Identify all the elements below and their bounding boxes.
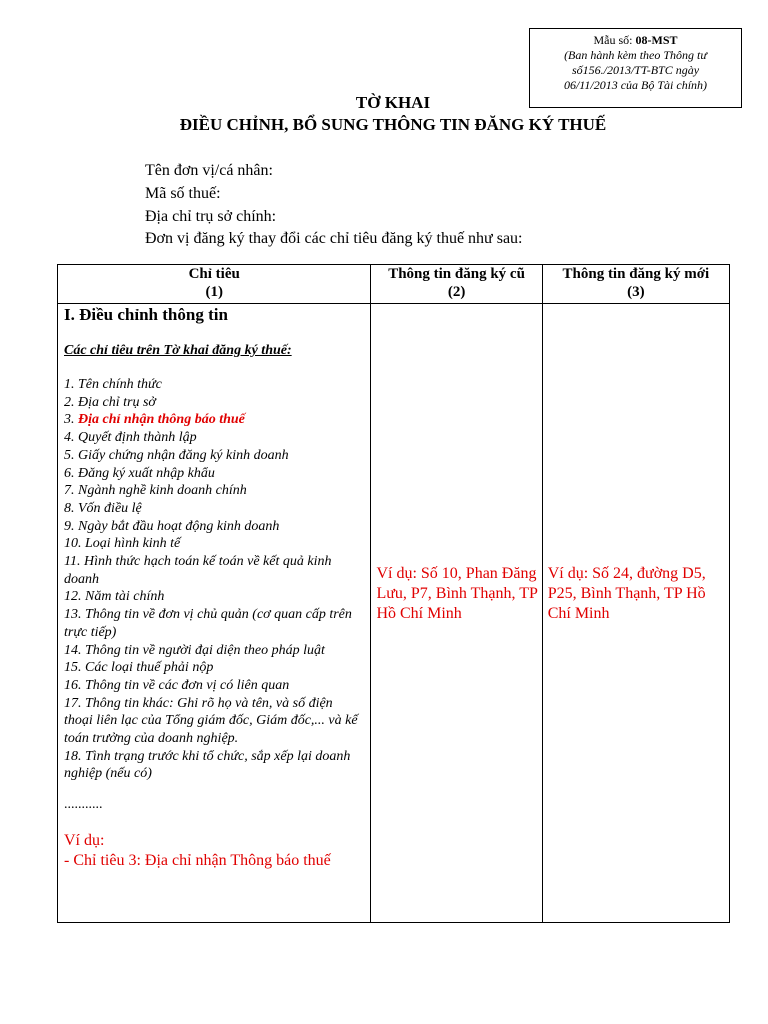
page-subtitle: ĐIỀU CHỈNH, BỔ SUNG THÔNG TIN ĐĂNG KÝ THUẾ — [179, 115, 607, 134]
table-header-row — [58, 265, 730, 304]
list-item: 18. Tình trạng trước khi tổ chức, sắp xếp lại doanh nghiệp (nếu có) — [64, 748, 351, 782]
old-info-cell — [371, 304, 542, 923]
header-num: (2) — [447, 284, 466, 300]
form-issuance-line: (Ban hành kèm theo Thông tư — [564, 48, 707, 62]
list-item: 15. Các loại thuế phải nộp — [64, 660, 214, 676]
header-label: Chỉ tiêu — [188, 266, 240, 282]
page-title: TỜ KHAI — [355, 93, 431, 112]
registration-table — [57, 264, 730, 923]
list-item: 14. Thông tin về người đại diện theo pháp luật — [64, 642, 325, 658]
list-item: 16. Thông tin về các đơn vị có liên quan — [64, 677, 290, 693]
header-new-info — [542, 265, 729, 304]
header-label: Thông tin đăng ký mới — [562, 266, 710, 282]
example-label: Ví dụ: — [64, 832, 105, 850]
subsection-title: Các chỉ tiêu trên Tờ khai đăng ký thuế: — [64, 343, 292, 358]
old-info-value: Ví dụ: Số 10, Phan Đăng Lưu, P7, Bình Thạnh, TP Hồ Chí Minh — [376, 565, 538, 622]
list-item: 10. Loại hình kinh tế — [64, 536, 181, 552]
criteria-list — [64, 376, 364, 783]
list-item-highlight — [64, 411, 364, 429]
criteria-cell — [58, 304, 371, 923]
list-item: 12. Năm tài chính — [64, 589, 165, 605]
highlight-text: Địa chỉ nhận thông báo thuế — [78, 412, 245, 428]
list-item: 5. Giấy chứng nhận đăng ký kinh doanh — [64, 447, 289, 463]
new-info-value: Ví dụ: Số 24, đường D5, P25, Bình Thạnh, TP Hồ Chí Minh — [547, 565, 706, 622]
list-item: 8. Vốn điều lệ — [64, 500, 142, 516]
address-label: Địa chỉ trụ sở chính: — [145, 208, 277, 225]
header-criteria — [58, 265, 371, 304]
header-old-info — [371, 265, 542, 304]
statement-text: Đơn vị đăng ký thay đổi các chỉ tiêu đăng ký thuế như sau: — [145, 230, 523, 247]
list-item: 7. Ngành nghề kinh doanh chính — [64, 483, 247, 499]
form-number-line — [530, 33, 741, 48]
ellipsis: ........... — [64, 797, 103, 813]
list-item: 1. Tên chính thức — [64, 377, 162, 392]
form-code: 08-MST — [635, 33, 678, 47]
form-circular-line: số156./2013/TT-BTC ngày — [571, 63, 700, 77]
new-info-cell — [542, 304, 729, 923]
name-label: Tên đơn vị/cá nhân: — [145, 162, 273, 179]
section-title: I. Điều chỉnh thông tin — [64, 305, 228, 324]
header-num: (1) — [205, 284, 223, 300]
list-item: 4. Quyết định thành lập — [64, 430, 197, 446]
form-date-line: 06/11/2013 của Bộ Tài chính) — [563, 78, 708, 92]
list-item: 17. Thông tin khác: Ghi rõ họ và tên, và số điện thoại liên lạc của Tổng giám đốc, Giám đốc,... và kế toán trưởng của doanh nghiệp. — [64, 695, 358, 747]
list-item: 9. Ngày bắt đầu hoạt động kinh doanh — [64, 518, 280, 534]
table-row — [58, 304, 730, 923]
form-number-prefix: Mẫu số: — [593, 33, 636, 47]
example-block — [64, 831, 364, 871]
list-item: 2. Địa chỉ trụ sở — [64, 394, 156, 410]
list-item: 6. Đăng ký xuất nhập khẩu — [64, 465, 215, 481]
list-item: 13. Thông tin về đơn vị chủ quản (cơ quan cấp trên trực tiếp) — [64, 607, 352, 640]
header-num: (3) — [627, 284, 645, 300]
header-label: Thông tin đăng ký cũ — [388, 266, 525, 282]
list-item: 11. Hình thức hạch toán kế toán về kết quả kinh doanh — [64, 554, 332, 587]
highlight-prefix: 3. — [64, 412, 78, 428]
tax-code-label: Mã số thuế: — [145, 185, 221, 202]
example-detail: - Chỉ tiêu 3: Địa chỉ nhận Thông báo thuế — [64, 852, 331, 870]
